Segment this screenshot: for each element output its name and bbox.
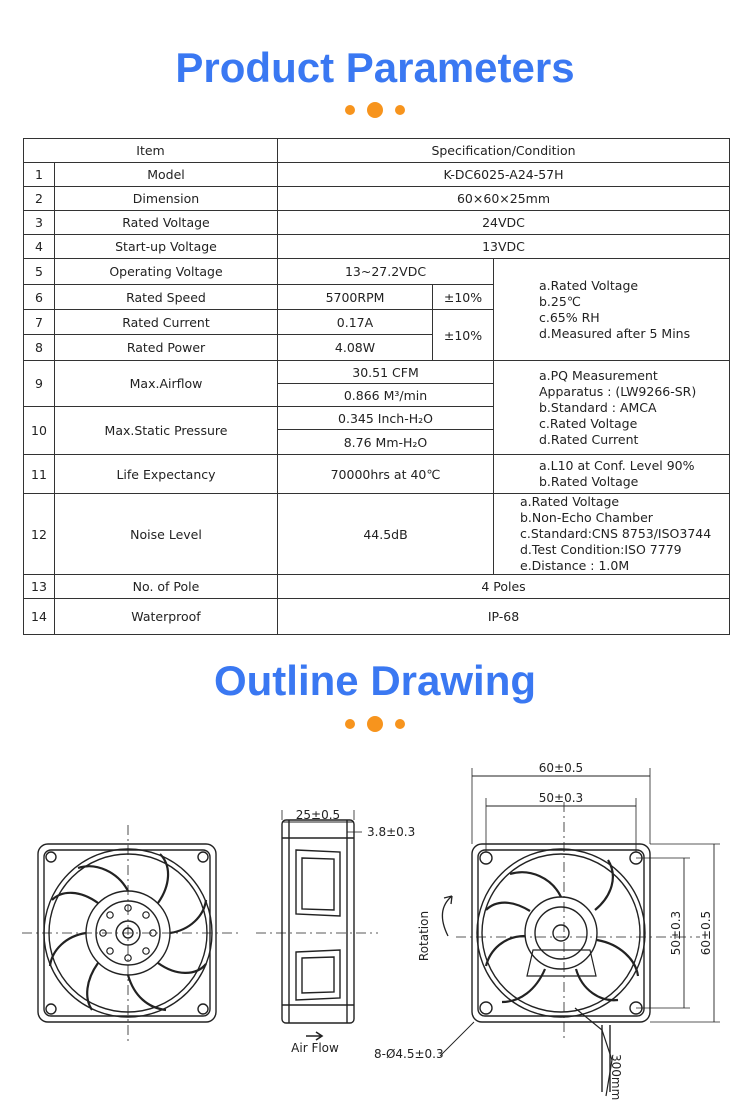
outline-drawing: [0, 740, 750, 1115]
row-value: 44.5dB: [278, 494, 494, 575]
dot-icon: [367, 716, 383, 732]
dot-icon: [345, 105, 355, 115]
table-row: [24, 259, 730, 285]
header-item: Item: [24, 139, 278, 163]
row-number: 8: [24, 335, 55, 361]
row-value: 0.345 Inch-H₂O: [278, 407, 494, 430]
row-number: 12: [24, 494, 55, 575]
row-value: IP-68: [278, 599, 730, 635]
table-row: [24, 163, 730, 187]
side-view: [256, 810, 378, 1040]
test-conditions-note-2: a.PQ Measurement Apparatus : (LW9266-SR) b.Standard : AMCA c.Rated Voltage d.Rated Current: [494, 361, 730, 455]
row-number: 7: [24, 310, 55, 335]
row-number: 6: [24, 285, 55, 310]
row-item: Rated Current: [55, 310, 278, 335]
title-dots-1: [0, 101, 750, 119]
row-value: 13VDC: [278, 235, 730, 259]
table-row: [24, 575, 730, 599]
table-row: [24, 235, 730, 259]
row-item: Model: [55, 163, 278, 187]
row-item: Rated Voltage: [55, 211, 278, 235]
table-row: [24, 211, 730, 235]
table-row: [24, 361, 730, 384]
row-item: Waterproof: [55, 599, 278, 635]
title-dots-2: [0, 715, 750, 733]
row-tolerance: ±10%: [433, 310, 494, 361]
row-item: Max.Airflow: [55, 361, 278, 407]
cable-length-label: 300mm: [609, 1054, 623, 1101]
row-item: Start-up Voltage: [55, 235, 278, 259]
row-number: 1: [24, 163, 55, 187]
airflow-label: Air Flow: [291, 1041, 339, 1055]
dot-icon: [367, 102, 383, 118]
right-inner-label: 50±0.3: [669, 910, 683, 956]
dot-icon: [345, 719, 355, 729]
table-row: [24, 599, 730, 635]
row-value-2: 0.866 M³/min: [278, 384, 494, 407]
row-value-2: 8.76 Mm-H₂O: [278, 430, 494, 455]
row-number: 14: [24, 599, 55, 635]
side-width-label: 25±0.5: [295, 808, 341, 822]
row-value: 5700RPM: [278, 285, 433, 310]
test-conditions-note-1: a.Rated Voltage b.25℃ c.65% RH d.Measured after 5 Mins: [494, 259, 730, 361]
test-conditions-note-3: a.L10 at Conf. Level 90% b.Rated Voltage: [494, 455, 730, 494]
test-conditions-note-4: a.Rated Voltage b.Non-Echo Chamber c.Standard:CNS 8753/ISO3744 d.Test Condition:ISO 7779 e.Distance : 1.0M: [494, 494, 730, 575]
row-tolerance: ±10%: [433, 285, 494, 310]
row-number: 5: [24, 259, 55, 285]
row-value: 0.17A: [278, 310, 433, 335]
row-value: 60×60×25mm: [278, 187, 730, 211]
spec-table: [23, 138, 730, 635]
header-spec: Specification/Condition: [278, 139, 730, 163]
outline-drawing-title: Outline Drawing: [213, 657, 536, 704]
row-number: 13: [24, 575, 55, 599]
row-item: Dimension: [55, 187, 278, 211]
row-number: 4: [24, 235, 55, 259]
row-item: Rated Speed: [55, 285, 278, 310]
table-row: [24, 455, 730, 494]
row-item: Max.Static Pressure: [55, 407, 278, 455]
row-value: 24VDC: [278, 211, 730, 235]
row-number: 9: [24, 361, 55, 407]
dot-icon: [395, 719, 405, 729]
row-item: Operating Voltage: [55, 259, 278, 285]
row-item: No. of Pole: [55, 575, 278, 599]
table-row: [24, 187, 730, 211]
row-item: Rated Power: [55, 335, 278, 361]
top-inner-label: 50±0.3: [538, 791, 584, 805]
hole-label: 8-Ø4.5±0.3: [374, 1047, 444, 1061]
row-item: Noise Level: [55, 494, 278, 575]
row-value: 4.08W: [278, 335, 433, 361]
row-number: 2: [24, 187, 55, 211]
row-value: 4 Poles: [278, 575, 730, 599]
row-item: Life Expectancy: [55, 455, 278, 494]
row-value: 13~27.2VDC: [278, 259, 494, 285]
right-outer-label: 60±0.5: [699, 910, 713, 956]
row-number: 11: [24, 455, 55, 494]
front-view: [22, 825, 242, 1042]
table-header-row: [24, 139, 730, 163]
row-value: 70000hrs at 40℃: [278, 455, 494, 494]
dot-icon: [395, 105, 405, 115]
row-number: 3: [24, 211, 55, 235]
top-outer-label: 60±0.5: [538, 761, 584, 775]
product-parameters-title: Product Parameters: [175, 44, 575, 91]
side-flange-label: 3.8±0.3: [367, 825, 416, 839]
table-row: [24, 494, 730, 575]
row-value: 30.51 CFM: [278, 361, 494, 384]
rotation-label: Rotation: [417, 910, 431, 962]
row-value: K-DC6025-A24-57H: [278, 163, 730, 187]
row-number: 10: [24, 407, 55, 455]
